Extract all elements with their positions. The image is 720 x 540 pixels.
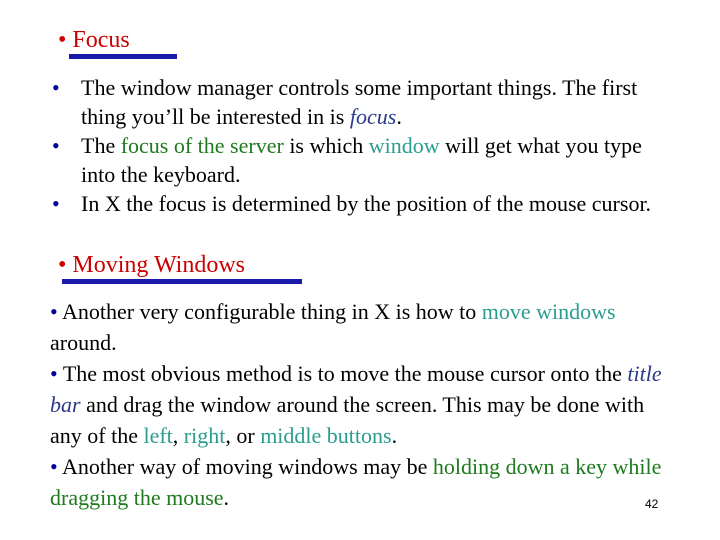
paragraph-holding-key: • Another way of moving windows may be holding down a key while dragging the mouse.	[50, 454, 662, 510]
bullet: •	[50, 361, 58, 386]
bullet: •	[52, 75, 60, 100]
bullet: •	[52, 191, 60, 216]
paragraph-title-bar: • The most obvious method is to move the mouse cursor onto the title bar and drag the window around the screen. This may be done with any of the left, right, or middle buttons.	[50, 361, 662, 448]
bullet: •	[50, 454, 58, 479]
bullet: •	[52, 133, 60, 158]
heading-underline-moving-windows	[62, 279, 302, 284]
emphasis-middle-buttons: middle buttons	[260, 423, 392, 448]
bullet: •	[50, 299, 58, 324]
emphasis-move-windows: move windows	[481, 299, 616, 324]
emphasis-right: right	[183, 423, 226, 448]
focus-bullet-list	[52, 73, 662, 218]
emphasis-title-bar: title bar	[50, 361, 662, 417]
paragraph-move-windows: • Another very configurable thing in X is how to move windows around.	[50, 299, 616, 355]
emphasis-left: left	[143, 423, 173, 448]
list-item: • In X the focus is determined by the position of the mouse cursor.	[52, 191, 652, 216]
section-heading-moving-windows	[58, 251, 245, 279]
list-item: • The focus of the server is which window will get what you type into the keyboard.	[52, 133, 642, 187]
heading-bullet: •	[58, 252, 67, 278]
emphasis-holding-key: holding down a key while dragging the mouse	[50, 454, 662, 510]
heading-title-focus: Focus	[72, 27, 130, 53]
emphasis-focus: focus	[349, 104, 397, 129]
emphasis-window: window	[368, 133, 440, 158]
heading-bullet: •	[58, 27, 67, 53]
section-heading-focus	[58, 26, 130, 54]
slide-number: 42	[645, 497, 659, 511]
list-item: • The window manager controls some important things. The first thing you’ll be interested in is focus.	[52, 75, 638, 129]
emphasis-focus-of-server: focus of the server	[120, 133, 284, 158]
heading-underline-focus	[69, 54, 177, 59]
heading-title-moving-windows: Moving Windows	[72, 252, 246, 278]
